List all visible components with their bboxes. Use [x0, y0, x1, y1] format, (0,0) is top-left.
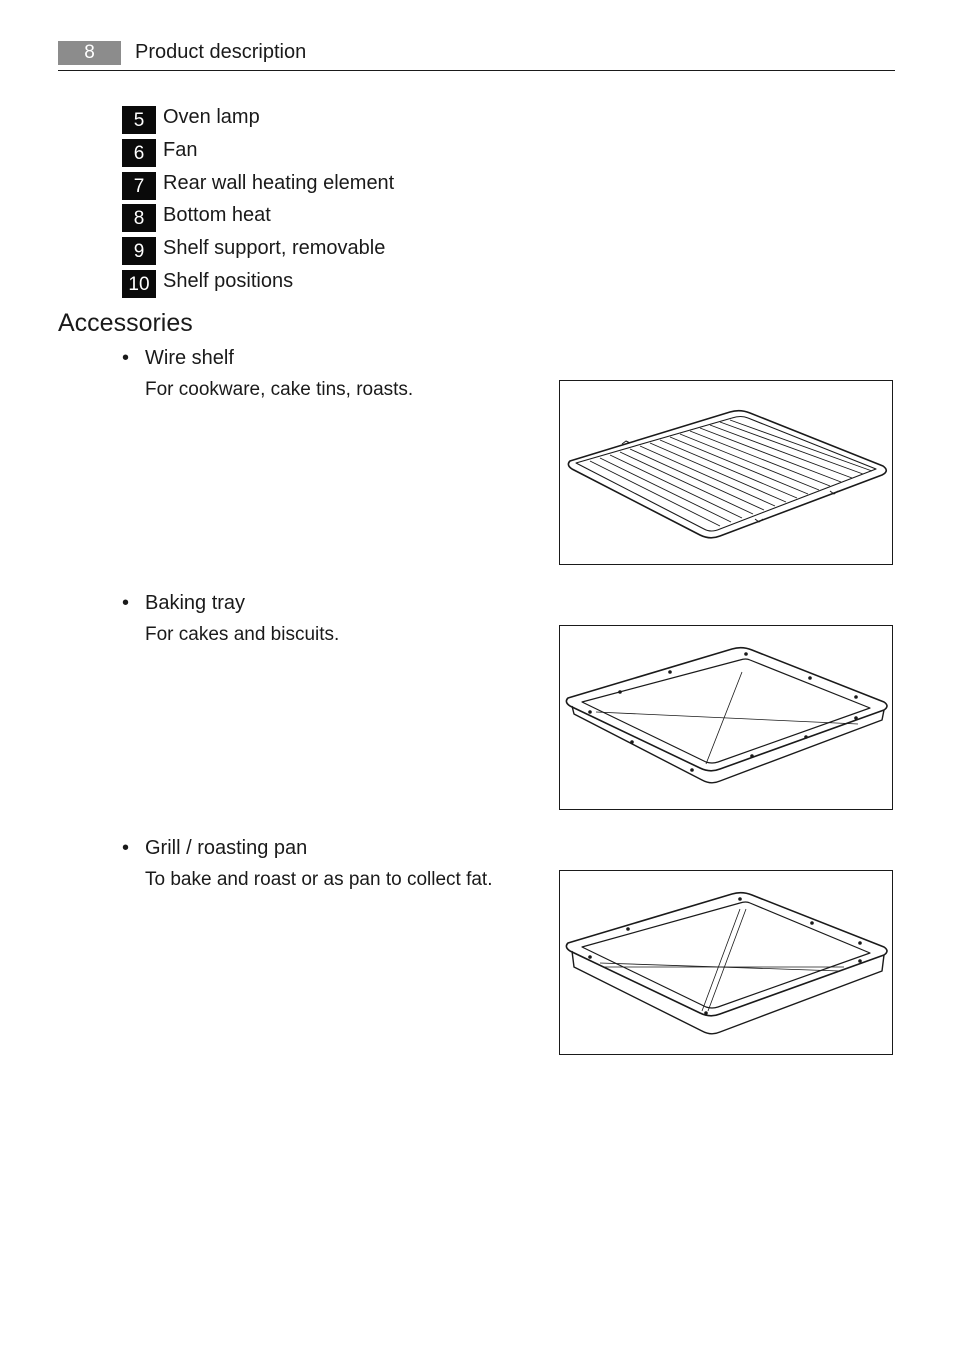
- legend-item: [122, 204, 271, 232]
- legend-item: [122, 270, 293, 298]
- wire-shelf-illustration: [559, 380, 893, 565]
- legend-label: Shelf positions: [163, 270, 294, 292]
- legend-item: [122, 237, 385, 265]
- legend-item: [122, 106, 260, 134]
- bullet-marker: •: [122, 837, 130, 859]
- accessory-title-baking-tray: [122, 590, 245, 616]
- legend-label: Shelf support, removable: [163, 237, 386, 259]
- legend-item: [122, 139, 197, 167]
- page-number: 8: [58, 41, 121, 65]
- bullet-marker: •: [122, 592, 130, 614]
- baking-tray-drawing: [560, 626, 892, 809]
- legend-item: [122, 172, 394, 200]
- legend-number: 8: [122, 204, 156, 232]
- legend-number: 10: [122, 270, 156, 298]
- accessory-title-grill-pan: [122, 835, 307, 861]
- legend-label: Bottom heat: [163, 204, 271, 226]
- legend-number: 7: [122, 172, 156, 200]
- accessory-description: For cakes and biscuits.: [145, 624, 340, 645]
- bullet-marker: •: [122, 347, 130, 369]
- accessory-description: For cookware, cake tins, roasts.: [145, 379, 414, 400]
- grill-pan-illustration: [559, 870, 893, 1055]
- legend-number: 9: [122, 237, 156, 265]
- wire-shelf-drawing: [560, 381, 892, 564]
- header-divider: [58, 70, 895, 71]
- grill-pan-drawing: [560, 871, 892, 1054]
- accessory-title-wire-shelf: [122, 345, 234, 371]
- accessory-description: To bake and roast or as pan to collect fat.: [145, 869, 493, 890]
- legend-label: Rear wall heating element: [163, 172, 395, 194]
- legend-label: Oven lamp: [163, 106, 260, 128]
- legend-label: Fan: [163, 139, 198, 161]
- baking-tray-illustration: [559, 625, 893, 810]
- legend-number: 5: [122, 106, 156, 134]
- accessory-title: Baking tray: [145, 592, 246, 614]
- accessory-title: Grill / roasting pan: [145, 837, 308, 859]
- accessories-heading: Accessories: [58, 309, 193, 337]
- accessory-title: Wire shelf: [145, 347, 234, 369]
- section-title: Product description: [135, 41, 307, 63]
- legend-number: 6: [122, 139, 156, 167]
